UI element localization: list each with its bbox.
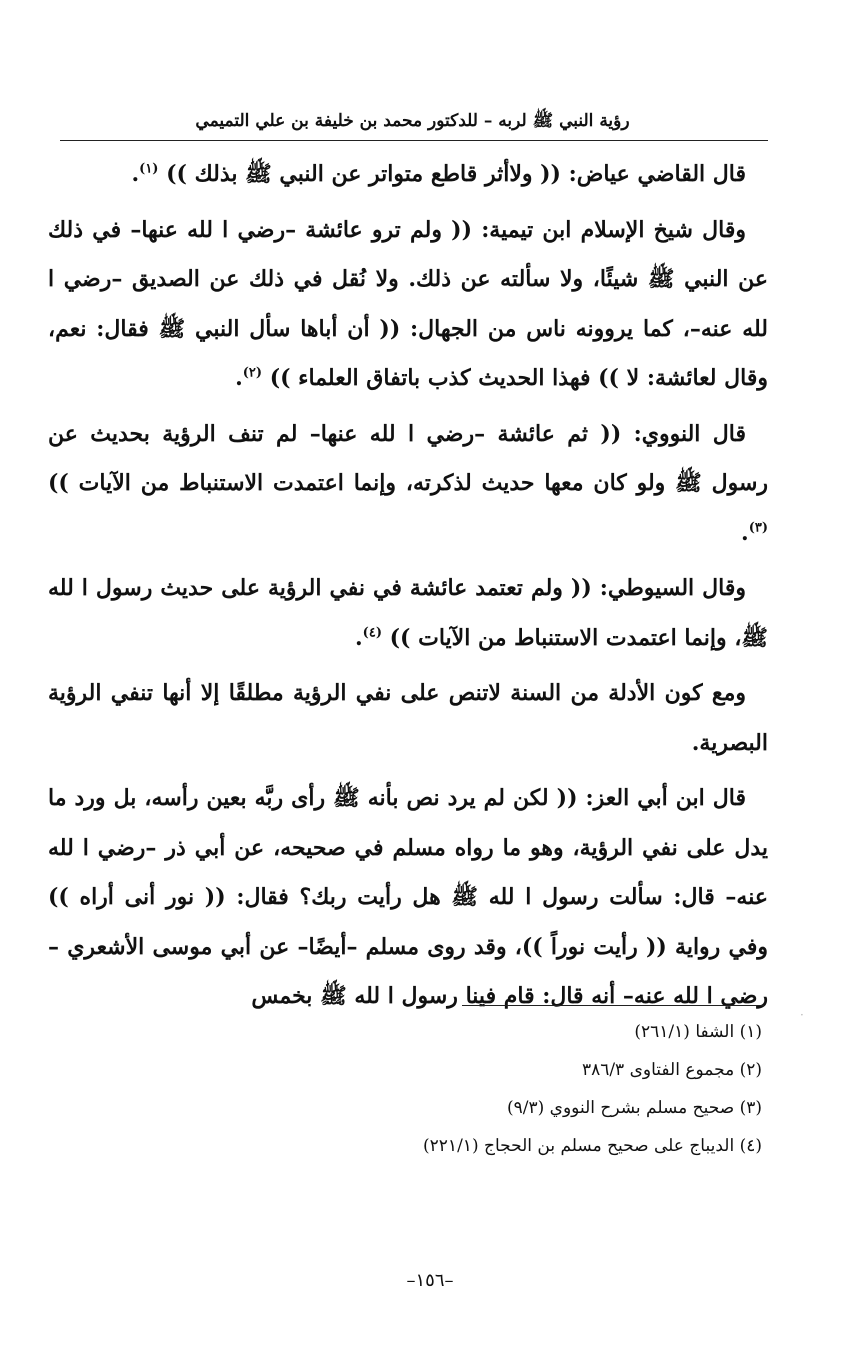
header-rule <box>60 140 768 141</box>
paragraph-end: . <box>235 365 243 391</box>
paragraph-end: . <box>131 161 140 187</box>
paragraph-text: قال ابن أبي العز: (( لكن لم يرد نص بأنه ﷺ رأى ربَّه بعين رأسه، بل ورد ما يدل على نفي الرؤية، وهو ما رواه مسلم في صحيحه، عن أبي ذر –رضي ا لله عنه– قال: سألت رسول ا لله ﷺ هل رأيت ربك؟ فقال: (( نور أنى أراه )) وفي رواية (( رأيت نوراً ))، وقد روى مسلم –أيضًا– عن أبي موسى الأشعري –رضي ا لله عنه– أنه قال: قام فينا رسول ا لله ﷺ بخمس <box>48 785 768 1009</box>
running-header: رؤية النبي ﷺ لربه – للدكتور محمد بن خليفة بن علي التميمي <box>195 111 630 131</box>
paragraph-ibn-abi-al-izz <box>48 774 768 1022</box>
footnotes <box>300 1013 762 1165</box>
paragraph-ibn-taymiyya <box>48 206 768 404</box>
paragraph-text: وقال السيوطي: (( ولم تعتمد عائشة في نفي الرؤية على حديث رسول ا لله ﷺ، وإنما اعتمدت الاستنباط من الآيات )) <box>48 575 768 651</box>
margin-mark: · <box>800 1008 804 1022</box>
footnote-ref-2: (٢) <box>242 365 263 381</box>
paragraph-qadi-iyad <box>48 150 768 200</box>
footnote-4: (٤) الديباج على صحيح مسلم بن الحجاج (٢٢١/١) <box>423 1136 762 1156</box>
paragraph-text: وقال شيخ الإسلام ابن تيمية: (( ولم ترو عائشة –رضي ا لله عنها– في ذلك عن النبي ﷺ شيئًا، ولا سألته عن ذلك. ولا نُقل في ذلك عن الصديق –رضي ا لله عنه–، كما يروونه ناس من الجهال: (( أن أباها سأل النبي ﷺ فقال: نعم، وقال لعائشة: لا )) فهذا الحديث كذب باتفاق العلماء )) <box>48 216 768 391</box>
footnote-rule <box>462 1005 764 1006</box>
footnote-ref-3: (٣) <box>748 520 768 536</box>
paragraph-text: قال النووي: (( ثم عائشة –رضي ا لله عنها– لم تنف الرؤية بحديث عن رسول ﷺ ولو كان معها حديث لذكرته، وإنما اعتمدت الاستنباط من الآيات )) <box>48 420 768 496</box>
paragraph-end: . <box>355 624 363 651</box>
footnote-ref-4: (٤) <box>362 625 382 641</box>
paragraph-sunnah-evidence <box>48 669 768 768</box>
paragraph-text: ومع كون الأدلة من السنة لاتنص على نفي الرؤية مطلقًا إلا أنها تنفي الرؤية البصرية. <box>48 680 768 756</box>
paragraph-text: قال القاضي عياض: (( ولاأثر قاطع متواتر عن النبي ﷺ بذلك )) <box>158 161 746 187</box>
paragraph-end: . <box>741 519 749 546</box>
paragraph-nawawi <box>48 410 768 559</box>
footnote-2: (٢) مجموع الفتاوى ٣٨٦/٣ <box>581 1060 762 1080</box>
main-text <box>48 150 768 1028</box>
footnote-1: (١) الشفا (٢٦١/١) <box>634 1022 762 1042</box>
footnote-ref-1: (١) <box>139 161 159 177</box>
paragraph-suyuti <box>48 564 768 663</box>
footnote-3: (٣) صحيح مسلم بشرح النووي (٩/٣) <box>506 1098 762 1118</box>
page-number: –١٥٦– <box>406 1270 454 1291</box>
